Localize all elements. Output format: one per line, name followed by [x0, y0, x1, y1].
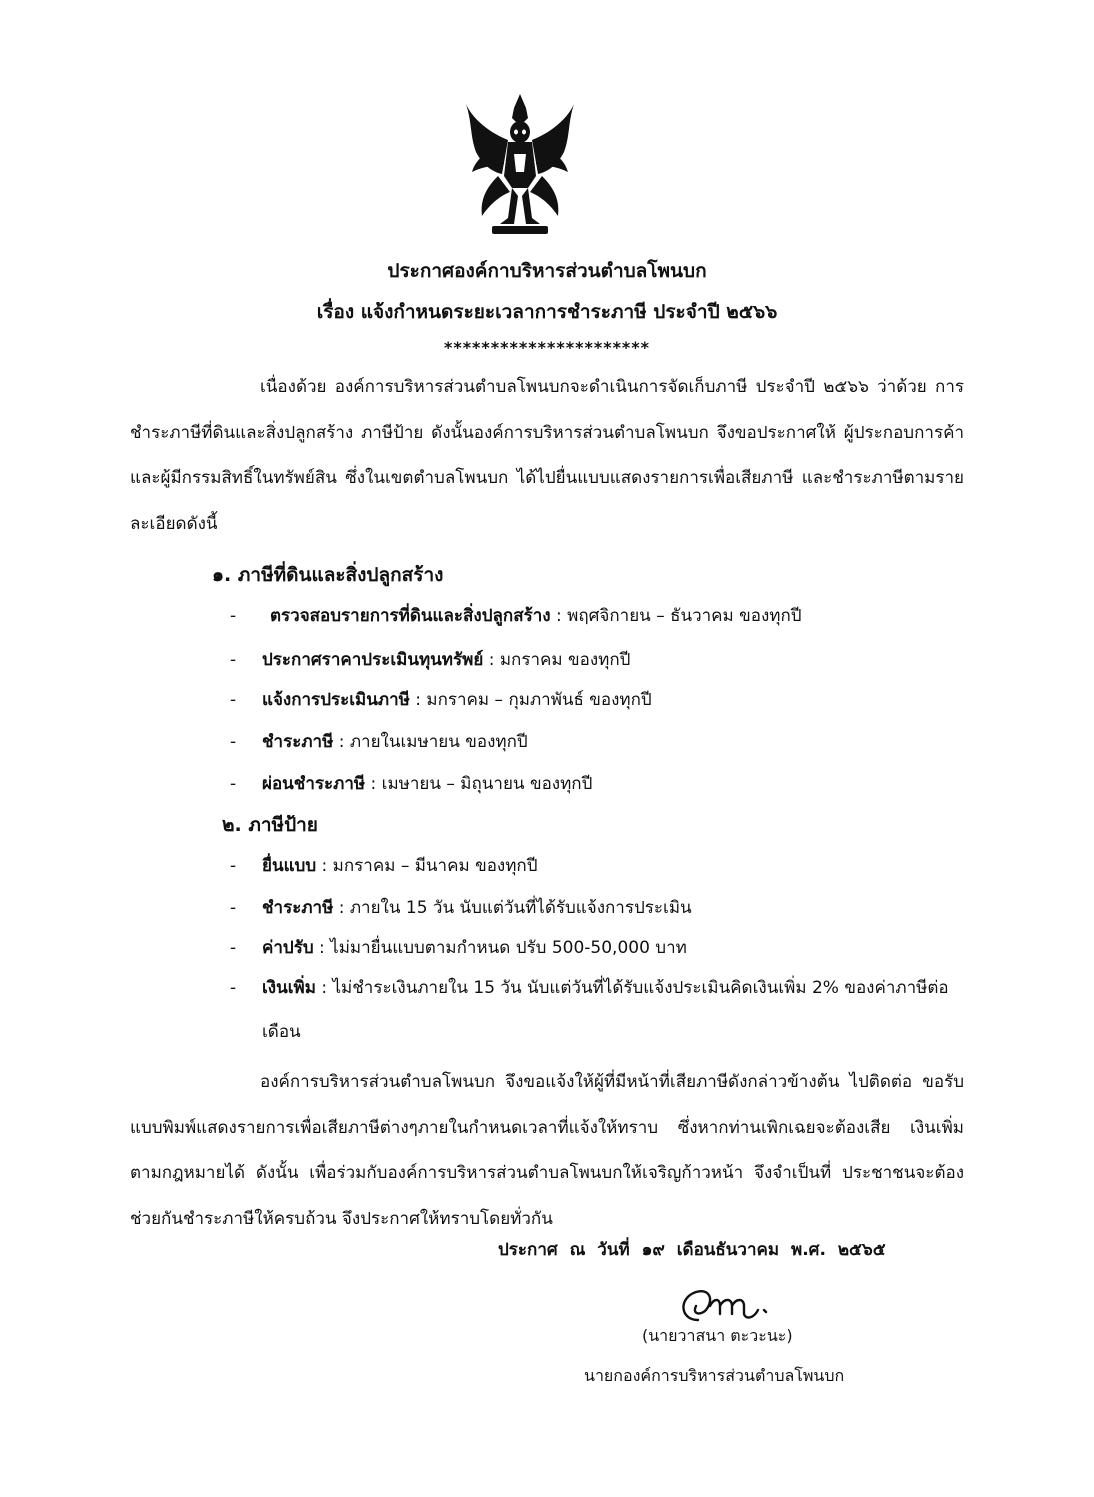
- bullet-dash: -: [230, 938, 237, 958]
- item-text: : ไม่ชำระเงินภายใน 15 วัน นับแต่วันที่ได้รับแจ้งประเมินคิดเงินเพิ่ม 2% ของค่าภาษีต่อ: [315, 978, 949, 998]
- item-text: : พฤศจิกายน – ธันวาคม ของทุกปี: [550, 606, 802, 626]
- closing-paragraph: [130, 1060, 964, 1242]
- bullet-dash: -: [230, 856, 237, 876]
- list-item: [230, 844, 970, 888]
- item-label: ชำระภาษี: [262, 898, 334, 918]
- item-label: ค่าปรับ: [262, 938, 314, 958]
- item-continuation: เดือน: [262, 1022, 301, 1042]
- bullet-dash: -: [230, 898, 237, 918]
- item-label: ประกาศราคาประเมินทุนทรัพย์: [262, 650, 484, 670]
- bullet-dash: -: [230, 978, 237, 998]
- item-label: เงินเพิ่ม: [262, 978, 316, 998]
- item-text: : มกราคม – มีนาคม ของทุกปี: [316, 856, 538, 876]
- list-item: [230, 678, 970, 722]
- section-heading-signboard-tax: ๒. ภาษีป้าย: [222, 814, 318, 836]
- list-item: [230, 886, 970, 930]
- item-label: ตรวจสอบรายการที่ดินและสิ่งปลูกสร้าง: [270, 606, 551, 626]
- signer-title: นายกองค์การบริหารส่วนตำบลโพนบก: [584, 1366, 845, 1385]
- announcement-title: ประกาศองค์กาบริหารส่วนตำบลโพนบก: [387, 260, 707, 282]
- list-item: [230, 762, 970, 806]
- closing-text: องค์การบริหารส่วนตำบลโพนบก จึงขอแจ้งให้ผู้ที่มีหน้าที่เสียภาษีดังกล่าวข้างต้น ไปติดต่อ ขอรับแบบพิมพ์แสดงรายการเพื่อเสียภาษีต่างๆภายในกำหนดเวลาที่แจ้งให้ทราบ ซึ่งหากท่านเพิกเฉยจะต้องเสีย เงินเพิ่มตามกฎหมายได้ ดังนั้น เพื่อร่วมกับองค์การบริหารส่วนตำบลโพนบกให้เจริญก้าวหน้า จึงจำเป็นที่ ประชาชนจะต้องช่วยกันชำระภาษีให้ครบถ้วน จึงประกาศให้ทราบโดยทั่วกัน: [130, 1072, 964, 1229]
- intro-paragraph: [130, 365, 964, 547]
- list-item: [230, 966, 970, 1010]
- item-label: แจ้งการประเมินภาษี: [262, 690, 410, 710]
- signer-name: (นายวาสนา ตะวะนะ): [642, 1326, 793, 1345]
- item-text: : ภายในเมษายน ของทุกปี: [333, 732, 528, 752]
- item-text: : มกราคม ของทุกปี: [483, 650, 631, 670]
- list-item: [230, 594, 970, 638]
- bullet-dash: -: [230, 732, 237, 752]
- list-item: [230, 720, 970, 764]
- bullet-dash: -: [230, 606, 237, 626]
- list-item: [230, 926, 970, 970]
- section-heading-land-tax: ๑. ภาษีที่ดินและสิ่งปลูกสร้าง: [212, 564, 444, 586]
- item-text: : มกราคม – กุมภาพันธ์ ของทุกปี: [409, 690, 652, 710]
- intro-text: เนื่องด้วย องค์การบริหารส่วนตำบลโพนบกจะดำเนินการจัดเก็บภาษี ประจำปี ๒๕๖๖ ว่าด้วย การชำระภาษีที่ดินและสิ่งปลูกสร้าง ภาษีป้าย ดังนั้นองค์การบริหารส่วนตำบลโพนบก จึงขอประกาศให้ ผู้ประกอบการค้าและผู้มีกรรมสิทธิ์ในทรัพย์สิน ซึ่งในเขตตำบลโพนบก ได้ไปยื่นแบบแสดงรายการเพื่อเสียภาษี และชำระภาษีตามรายละเอียดดังนี้: [130, 377, 964, 534]
- item-text: : เมษายน – มิถุนายน ของทุกปี: [365, 774, 593, 794]
- bullet-dash: -: [230, 774, 237, 794]
- bullet-dash: -: [230, 690, 237, 710]
- separator-stars: **********************: [443, 338, 651, 357]
- bullet-dash: -: [230, 650, 237, 670]
- item-text: : ไม่มายื่นแบบตามกำหนด ปรับ 500-50,000 บาท: [313, 938, 687, 958]
- item-label: ผ่อนชำระภาษี: [262, 774, 366, 794]
- item-text: : ภายใน 15 วัน นับแต่วันที่ได้รับแจ้งการประเมิน: [333, 898, 692, 918]
- item-label: ยื่นแบบ: [262, 856, 317, 876]
- garuda-emblem-icon: [458, 92, 582, 238]
- announcement-subject: เรื่อง แจ้งกำหนดระยะเวลาการชำระภาษี ประจำปี ๒๕๖๖: [316, 301, 778, 323]
- announcement-date: ประกาศ ณ วันที่ ๑๙ เดือนธันวาคม พ.ศ. ๒๕๖๕: [498, 1240, 886, 1260]
- item-label: ชำระภาษี: [262, 732, 334, 752]
- list-item: [230, 638, 970, 682]
